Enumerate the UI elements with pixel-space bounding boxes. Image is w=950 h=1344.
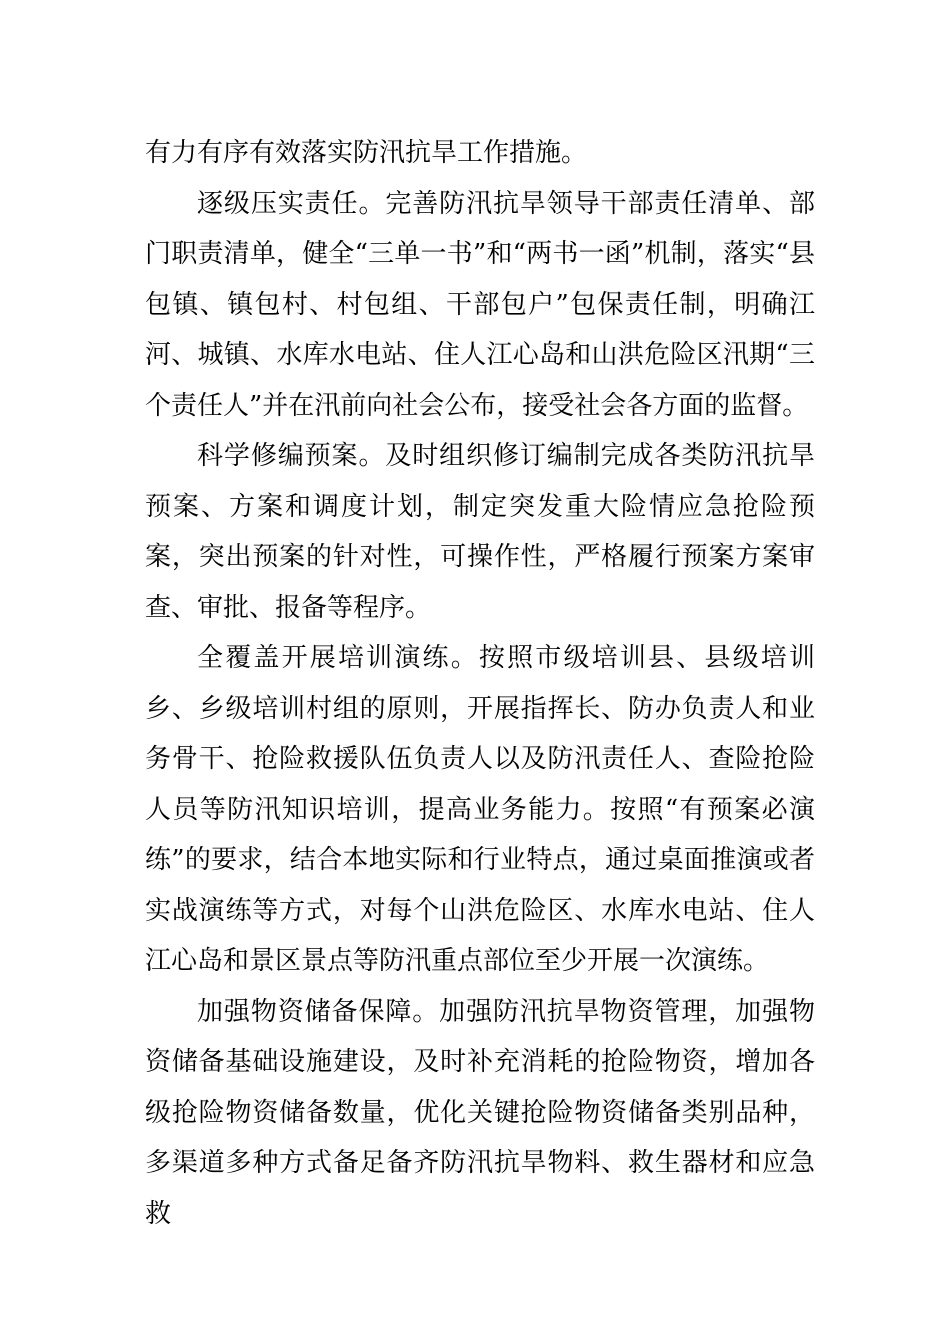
paragraph-continuation: 有力有序有效落实防汛抗旱工作措施。: [145, 138, 588, 168]
paragraph-contingency-plans: 科学修编预案。及时组织修订编制完成各类防汛抗旱预案、方案和调度计划，制定突发重大险情应急抢险预案，突出预案的针对性，可操作性，严格履行预案方案审查、审批、报备等程序。: [145, 441, 815, 623]
paragraph-responsibility: 逐级压实责任。完善防汛抗旱领导干部责任清单、部门职责清单，健全“三单一书”和“两书一函”机制，落实“县包镇、镇包村、村包组、干部包户”包保责任制，明确江河、城镇、水库水电站、住人江心岛和山洪危险区汛期“三个责任人”并在汛前向社会公布，接受社会各方面的监督。: [145, 188, 815, 421]
paragraph-training-drills: 全覆盖开展培训演练。按照市级培训县、县级培训乡、乡级培训村组的原则，开展指挥长、防办负责人和业务骨干、抢险救援队伍负责人以及防汛责任人、查险抢险人员等防汛知识培训，提高业务能力。按照“有预案必演练”的要求，结合本地实际和行业特点，通过桌面推演或者实战演练等方式，对每个山洪危险区、水库水电站、住人江心岛和景区景点等防汛重点部位至少开展一次演练。: [145, 643, 815, 976]
document-body: [145, 128, 815, 1239]
paragraph-material-reserves: 加强物资储备保障。加强防汛抗旱物资管理，加强物资储备基础设施建设，及时补充消耗的抢险物资，增加各级抢险物资储备数量，优化关键抢险物资储备类别品种，多渠道多种方式备足备齐防汛抗旱物料、救生器材和应急救: [145, 996, 815, 1229]
